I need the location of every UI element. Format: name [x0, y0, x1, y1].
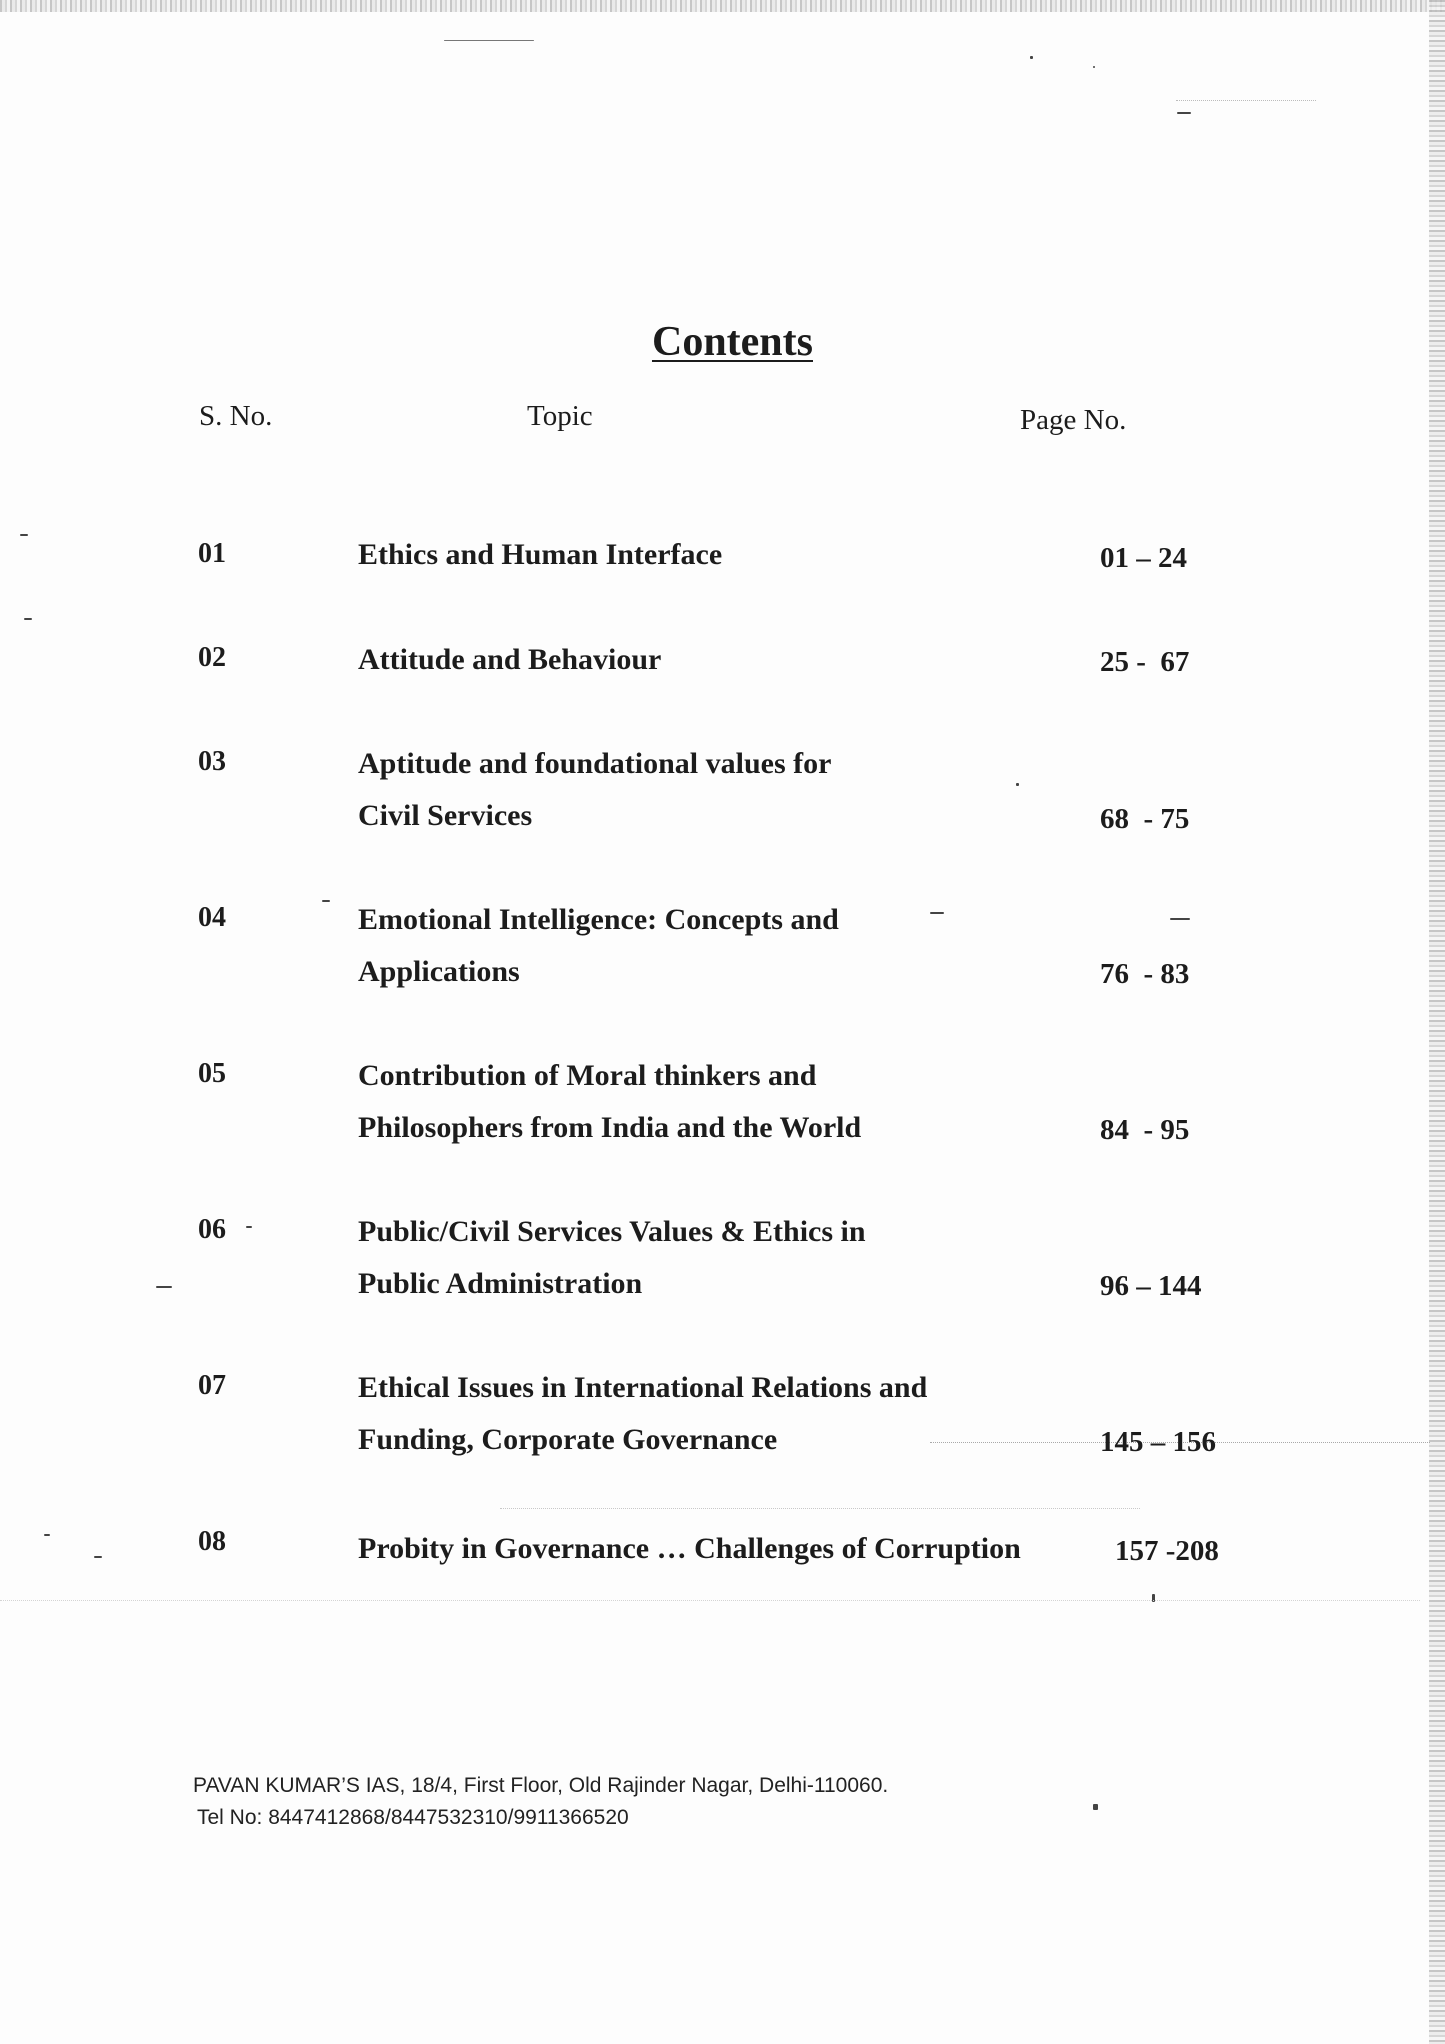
entry-page-range: 96 – 144: [1100, 1270, 1202, 1302]
scan-speck: [156, 1286, 172, 1288]
scan-dotted-line: [1176, 100, 1316, 102]
scan-speck: [1177, 112, 1191, 114]
entry-topic: Public/Civil Services Values & Ethics in Public Administration: [358, 1215, 866, 1300]
entry-topic: Aptitude and foundational values for Civil Services: [358, 747, 832, 832]
scan-speck: [322, 900, 330, 902]
publisher-address: PAVAN KUMAR’S IAS, 18/4, First Floor, Old Rajinder Nagar, Delhi-110060.: [193, 1774, 889, 1797]
column-header-topic: Topic: [527, 400, 593, 432]
page-title: Contents: [651, 319, 813, 365]
scan-speck: [44, 1534, 50, 1536]
entry-topic: Attitude and Behaviour: [358, 643, 662, 676]
scan-speck: [24, 618, 32, 620]
entry-page-range: 84 - 95: [1100, 1114, 1190, 1146]
scan-speck: [94, 1556, 102, 1558]
entry-topic: Emotional Intelligence: Concepts and Applications: [358, 903, 839, 988]
entry-topic: Ethical Issues in International Relations and Funding, Corporate Governance: [358, 1371, 928, 1456]
entry-topic: Probity in Governance … Challenges of Corruption: [358, 1532, 1021, 1565]
scan-dotted-line: [0, 1600, 1420, 1602]
entry-number: 08: [198, 1526, 226, 1557]
entry-number: 06: [198, 1214, 226, 1245]
entry-topic: Contribution of Moral thinkers and Philosophers from India and the World: [358, 1059, 862, 1144]
scan-speck: [20, 534, 28, 536]
entry-number: 02: [198, 642, 226, 673]
scan-speck: [1030, 56, 1033, 59]
entry-page-range: 25 - 67: [1100, 646, 1190, 678]
entry-number: 05: [198, 1058, 226, 1089]
publisher-phone: Tel No: 8447412868/8447532310/9911366520: [197, 1806, 629, 1829]
scan-speck: [444, 40, 534, 41]
column-header-sno: S. No.: [199, 400, 273, 432]
column-header-page: Page No.: [1020, 404, 1127, 436]
entry-topic: Ethics and Human Interface: [358, 538, 723, 571]
entry-page-range: 01 – 24: [1100, 542, 1187, 574]
scan-dotted-line: [500, 1508, 1140, 1510]
entry-page-range: 76 - 83: [1100, 958, 1190, 990]
scan-speck: [1170, 918, 1190, 920]
entry-number: 07: [198, 1370, 226, 1401]
entry-page-range: 157 -208: [1115, 1535, 1219, 1567]
entry-page-range: 68 - 75: [1100, 803, 1190, 835]
entry-number: 01: [198, 538, 226, 569]
entry-page-range: 145 – 156: [1100, 1426, 1216, 1458]
scan-right-edge: [1429, 0, 1445, 2044]
scan-speck: [1093, 66, 1095, 68]
entry-number: 03: [198, 746, 226, 777]
scan-speck: [1093, 1804, 1098, 1810]
publisher-footer: [193, 1770, 888, 1834]
entry-number: 04: [198, 902, 226, 933]
scan-speck: [246, 1226, 252, 1228]
scan-top-edge: [0, 0, 1445, 12]
